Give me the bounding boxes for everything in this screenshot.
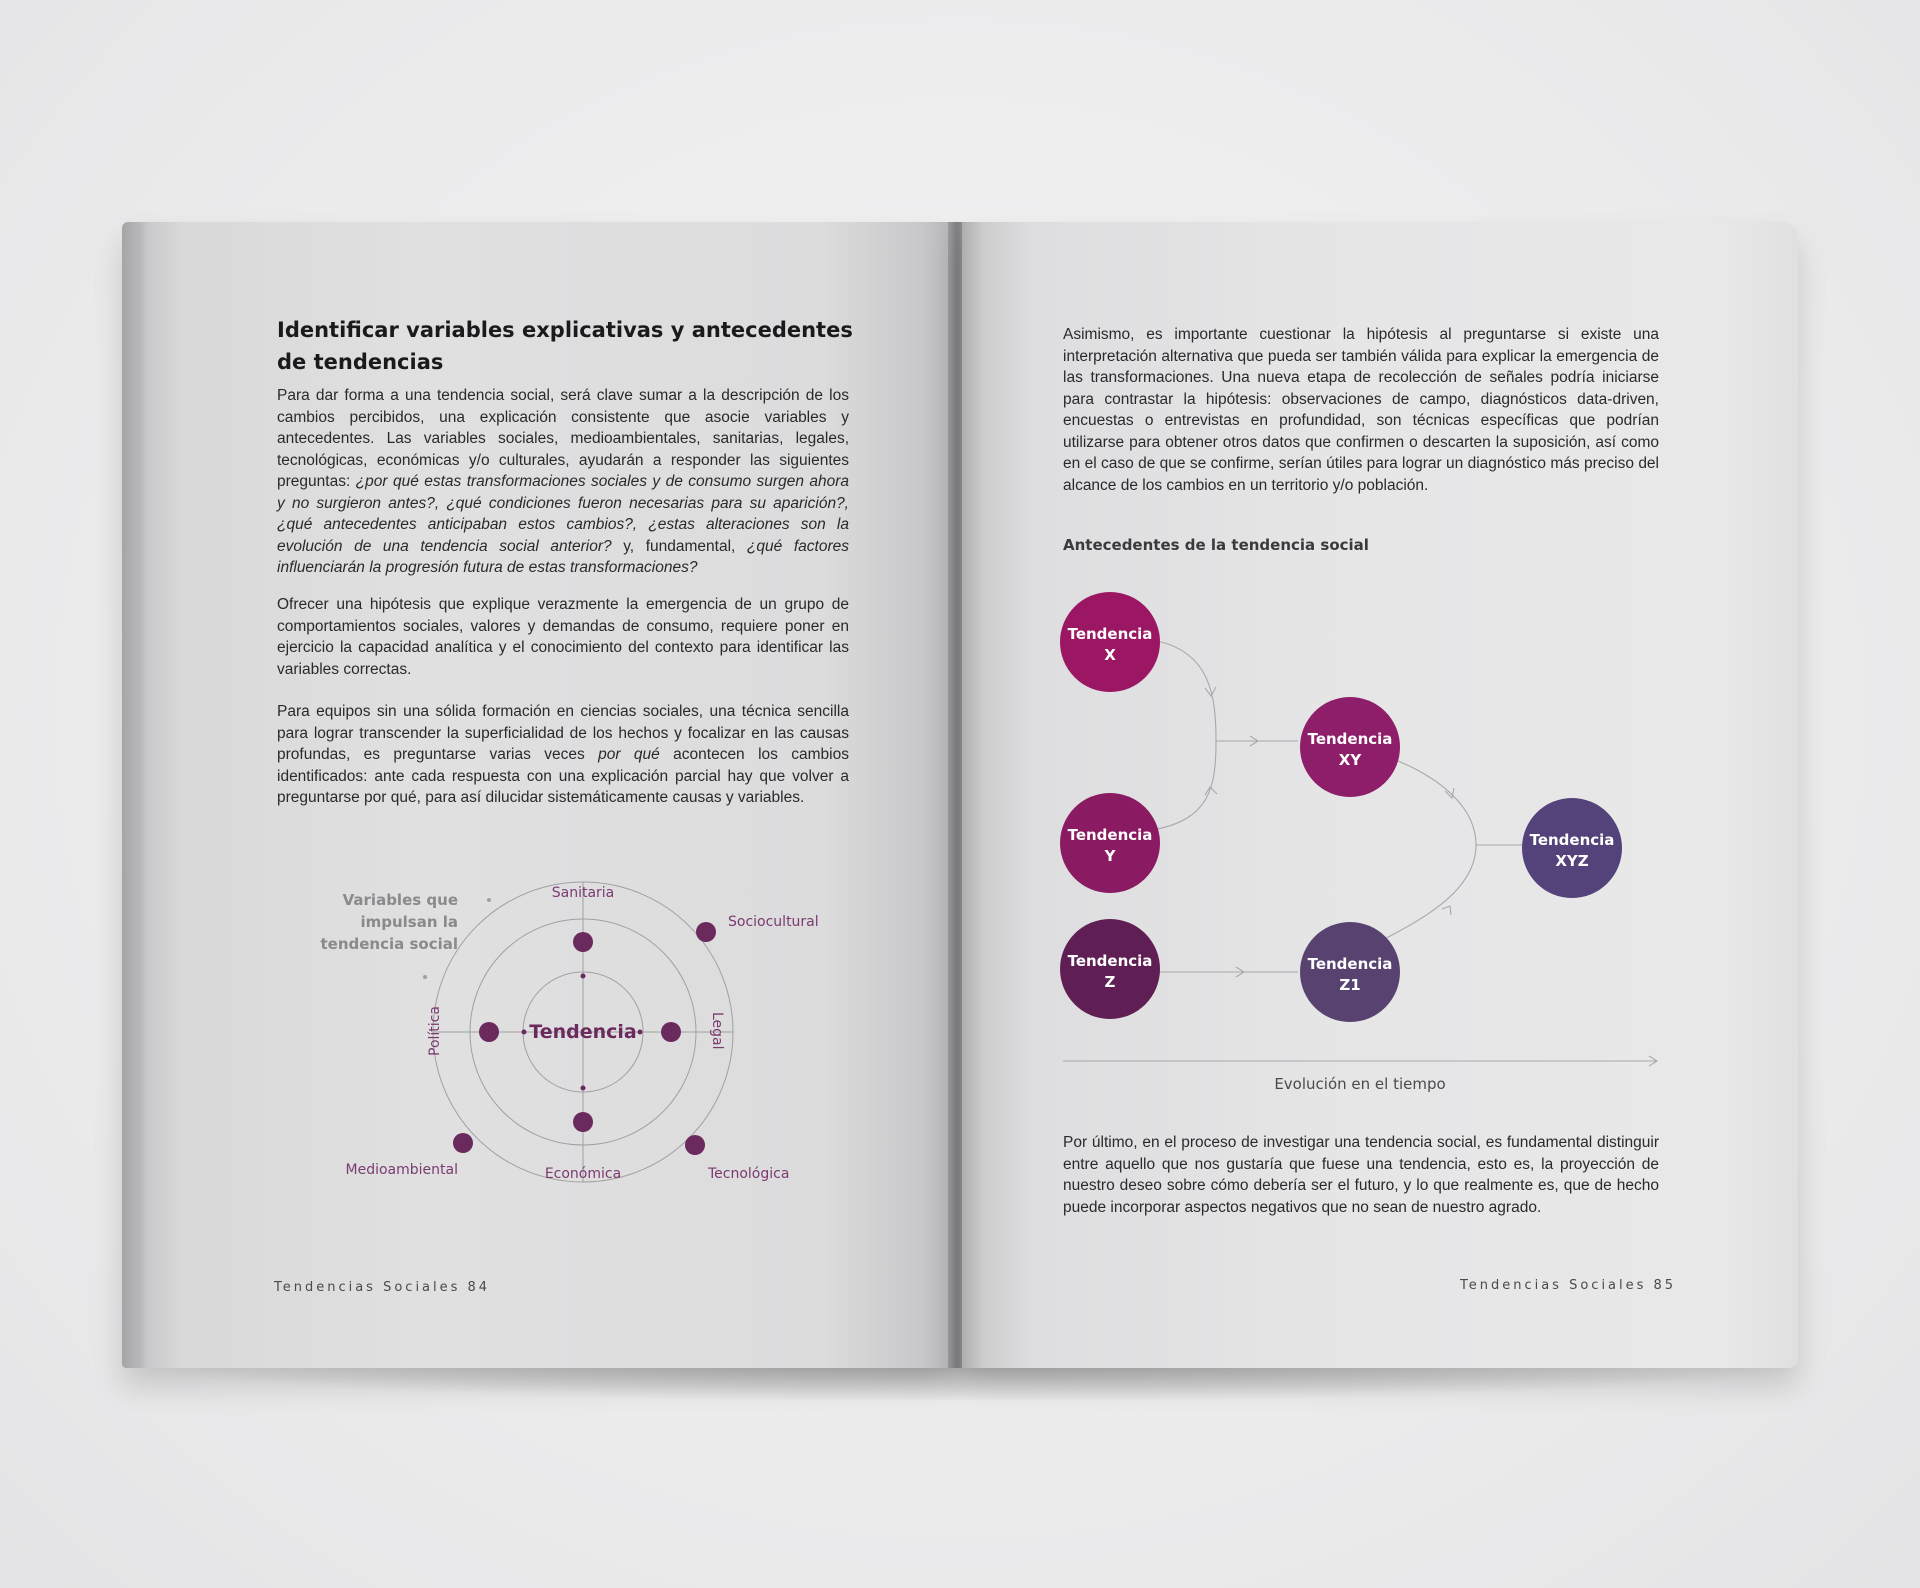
label-legal: Legal bbox=[709, 1012, 725, 1050]
node-tendencia-z-label: Tendencia bbox=[1067, 952, 1153, 970]
node-tendencia-xy-suffix: XY bbox=[1338, 751, 1362, 769]
inner-dot-left bbox=[522, 1030, 527, 1035]
arrow-z1-curve bbox=[1442, 906, 1451, 915]
variables-diagram bbox=[300, 860, 820, 1200]
right-paragraph-1: Asimismo, es importante cuestionar la hipótesis al preguntarse si existe una interpretación alternativa que pueda ser también válida para explicar la emergencia de las transformaciones. Una nueva etapa de recolección de señales podría iniciarse para contrastar la hipótesis: observaciones de campo, diagnósticos data-driven, encuestas o entrevistas en profundidad, son técnicas específicas que podrían utilizarse para obtener otros datos que confirmen o descarten la suposición, así como en el caso de que se confirme, serían útiles para lograr un diagnóstico más preciso del alcance de los cambios en un territorio y/o población. bbox=[1063, 326, 1659, 494]
section-heading: Identificar variables explicativas y antecedentes de tendencias bbox=[277, 318, 853, 374]
label-sanitaria: Sanitaria bbox=[551, 885, 615, 901]
para1-questions: ¿por qué estas transformaciones sociales y de consumo surgen ahora y no surgieron antes?, ¿qué condiciones fueron necesarias para su aparición?, ¿qué antecedentes anticipaban estos cambios?, ¿estas alteraciones son la evolución de una tendencia social anterior? bbox=[277, 473, 849, 555]
title-pointer-dot-1 bbox=[487, 898, 491, 902]
node-tendencia-x bbox=[1060, 592, 1160, 692]
node-tendencia-y-label: Tendencia bbox=[1067, 826, 1153, 844]
node-tendencia-xyz-label: Tendencia bbox=[1529, 831, 1615, 849]
diagram-title-line-2: impulsan la bbox=[360, 913, 458, 931]
inner-dot-bottom bbox=[581, 1086, 586, 1091]
node-tendencia-xy bbox=[1300, 697, 1400, 797]
trend-flow-diagram bbox=[1040, 575, 1680, 1095]
left-paragraph-2: Ofrecer una hipótesis que explique verazmente la emergencia de un grupo de comportamientos sociales, valores y demandas de consumo, requiere poner en ejercicio la capacidad analítica y el conocimiento del contexto para identificar las variables correctas. bbox=[277, 596, 849, 678]
node-tendencia-x-suffix: X bbox=[1104, 646, 1116, 664]
dot-legal bbox=[661, 1022, 681, 1042]
label-sociocultural: Sociocultural bbox=[728, 914, 819, 930]
right-folio: Tendencias Sociales 85 bbox=[1460, 1278, 1677, 1293]
node-tendencia-xyz bbox=[1522, 798, 1622, 898]
node-tendencia-xy-label: Tendencia bbox=[1307, 730, 1393, 748]
label-economica: Económica bbox=[544, 1166, 622, 1182]
node-tendencia-y-suffix: Y bbox=[1104, 847, 1116, 865]
para3-text-end: acontecen los cambios identificados: ante cada respuesta con una explicación parcial hay que volver a preguntarse por qué, para así dilucidar sistemáticamente causas y variables. bbox=[277, 746, 849, 806]
node-tendencia-y bbox=[1060, 793, 1160, 893]
node-tendencia-xyz-suffix: XYZ bbox=[1555, 852, 1589, 870]
left-paragraph-3 bbox=[277, 701, 849, 809]
node-tendencia-z-suffix: Z bbox=[1104, 973, 1116, 991]
diagram-title-line-3: tendencia social bbox=[320, 935, 458, 953]
arrow-y-curve bbox=[1205, 787, 1217, 795]
dot-economica bbox=[573, 1112, 593, 1132]
para3-emphasis: por qué bbox=[598, 746, 660, 763]
dot-medioambiental bbox=[453, 1133, 473, 1153]
node-tendencia-x-label: Tendencia bbox=[1067, 625, 1153, 643]
node-tendencia-z bbox=[1060, 919, 1160, 1019]
para3-text: Para equipos sin una sólida formación en ciencias sociales, una técnica sencilla para lograr transcender la superficialidad de los hechos y focalizar en las causas profundas, es preguntarse varias veces bbox=[277, 703, 849, 763]
inner-dot-top bbox=[581, 974, 586, 979]
para1-final-question: ¿qué factores influenciarán la progresión futura de estas transformaciones? bbox=[277, 537, 849, 576]
left-folio: Tendencias Sociales 84 bbox=[274, 1280, 491, 1295]
label-medioambiental: Medioambiental bbox=[345, 1162, 458, 1178]
right-paragraph-2: Por último, en el proceso de investigar una tendencia social, es fundamental distinguir entre aquello que nos gustaría que fuese una tendencia, esto es, la proyección de nuestro deseo sobre cómo debería ser el futuro, y lo que realmente es, que de hecho puede incorporar aspectos negativos que no sean de nuestro agrado. bbox=[1063, 1134, 1659, 1216]
dot-sociocultural bbox=[696, 922, 716, 942]
dot-politica bbox=[479, 1022, 499, 1042]
diagram-title-line-1: Variables que bbox=[342, 891, 458, 909]
node-tendencia-z1-suffix: Z1 bbox=[1339, 976, 1361, 994]
node-tendencia-z1-label: Tendencia bbox=[1307, 955, 1393, 973]
dot-tecnologica bbox=[685, 1135, 705, 1155]
chart-title: Antecedentes de la tendencia social bbox=[1063, 536, 1369, 554]
inner-dot-right bbox=[638, 1030, 643, 1035]
para1-connector: y, fundamental, bbox=[611, 537, 747, 555]
label-politica: Política bbox=[427, 1006, 443, 1056]
title-pointer-dot-2 bbox=[423, 975, 427, 979]
label-tecnologica: Tecnológica bbox=[708, 1166, 790, 1182]
para1-text: Para dar forma a una tendencia social, será clave sumar a la descripción de los cambios percibidos, una explicación consistente que asocie variables y antecedentes. Las variables sociales, medioambientales, sanitarias, legales, tecnológicas, económicas y/o culturales, ayudarán a responder las siguientes preguntas: bbox=[277, 387, 849, 490]
left-paragraph-1 bbox=[277, 385, 849, 579]
dot-sanitaria bbox=[573, 932, 593, 952]
diagram-center-label: Tendencia bbox=[529, 1021, 637, 1043]
timeline-label: Evolución en el tiempo bbox=[1274, 1075, 1446, 1093]
node-tendencia-z1 bbox=[1300, 922, 1400, 1022]
connector-x-y bbox=[1152, 640, 1216, 830]
